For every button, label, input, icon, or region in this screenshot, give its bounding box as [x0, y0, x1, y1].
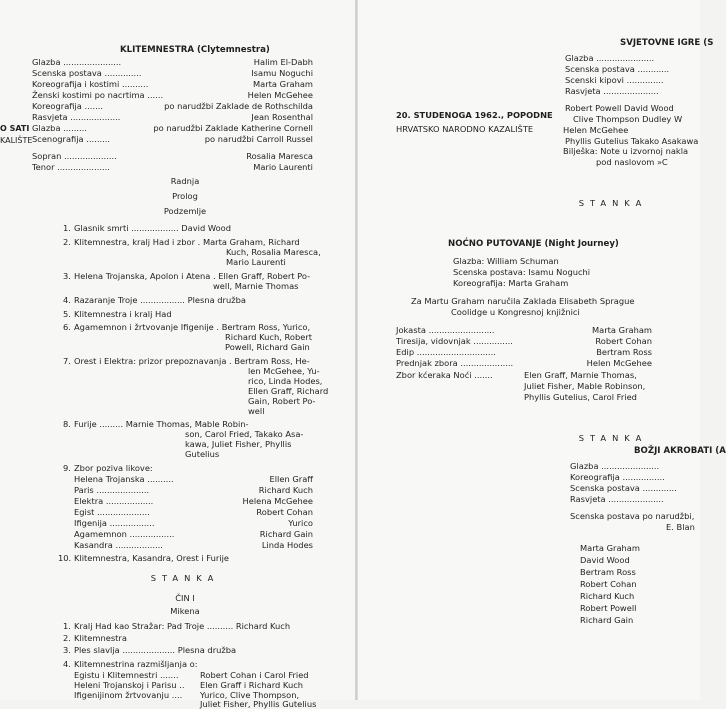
section-cin: ČIN I [175, 593, 195, 603]
item-line: Gutelius [185, 449, 220, 459]
cast-name: Helena McGehee [242, 496, 313, 506]
cast-role: Paris .................... [74, 485, 150, 495]
item-number: 5. [63, 309, 71, 319]
item-line: Powell, Richard Gain [225, 342, 310, 352]
cast-line: Bertram Ross [580, 567, 636, 577]
item-line: Klitemnestra [74, 633, 127, 643]
item-line: Razaranje Troje ................. Plesna družba [74, 295, 246, 305]
cast-role: Zbor kćeraka Noći ....... [396, 370, 493, 380]
cast-role: Prednjak zbora .................... [396, 358, 514, 368]
credit-label: Koreografija ................ [570, 472, 665, 482]
note-line: Za Martu Graham naručila Zaklada Elisabeth Sprague [411, 296, 635, 306]
credit-line: Koreografija: Marta Graham [453, 278, 569, 288]
item-line: Klitemnestrina razmišljanja o: [74, 659, 198, 669]
credit-label: Rasvjeta ..................... [570, 494, 664, 504]
credit-label: Scenska postava ............. [570, 483, 677, 493]
item4-label: Egistu i Klitemnestri ....... [74, 670, 179, 680]
program-title-bozji: BOŽJI AKROBATI (A [634, 446, 726, 456]
cast-line: Marta Graham [580, 543, 640, 553]
credit-line: Scenska postava: Isamu Noguchi [453, 267, 591, 277]
intermission-label: STANKA [150, 573, 220, 583]
item-number: 2. [63, 237, 71, 247]
item-number: 4. [63, 295, 71, 305]
item-line: Ples slavlja .................... Plesna družba [74, 645, 237, 655]
credit-label: Glazba ...................... [565, 53, 655, 63]
cast-role: Egist .................... [74, 507, 150, 517]
item-number: 3. [63, 645, 71, 655]
cast-name: Marta Graham [592, 325, 652, 335]
section-prolog: Prolog [172, 191, 198, 201]
credit-label: Scenski kipovi .............. [565, 75, 664, 85]
cast-line: Richard Kuch [580, 591, 635, 601]
item-number: 7. [63, 356, 71, 366]
item-number: 4. [63, 659, 71, 669]
credit-label: Koreografija ....... [32, 101, 103, 111]
cast-role: Tiresija, vidovnjak ............... [396, 336, 513, 346]
cast-line: pod naslovom »C [596, 157, 668, 167]
item4-label: Ifigenijinom žrtvovanju .... [74, 690, 183, 700]
cast-line: Robert Cohan [580, 579, 637, 589]
cast-role: Agamemnon ................. [74, 529, 175, 539]
credit-label: Rasvjeta ................... [32, 112, 121, 122]
cast-role: Jokasta ......................... [396, 325, 495, 335]
cast-name: Robert Cohan [256, 507, 313, 517]
theatre-name: HRVATSKO NARODNO KAZALIŠTE [396, 124, 534, 134]
note-line: Coolidge u Kongresnoj knjižnici [451, 307, 580, 317]
item4-name: Juliet Fisher, Phyllis Gutelius [200, 699, 317, 709]
edge-text-sati: O SATI [0, 124, 30, 133]
cast-name: Bertram Ross [596, 347, 652, 357]
cast-name: Richard Gain [259, 529, 313, 539]
credit-label: Rasvjeta ..................... [565, 86, 659, 96]
singer-label: Sopran .................... [32, 151, 117, 161]
item-line: Furije ......... Marnie Thomas, Mable Robin- [74, 419, 249, 429]
item-number: 8. [63, 419, 71, 429]
credit-name: Halim El-Dabh [253, 57, 313, 67]
credit-line: Glazba: William Schuman [453, 256, 559, 266]
cast-name: Robert Cohan [595, 336, 652, 346]
cast-name: Richard Kuch [258, 485, 313, 495]
credit-name: po narudžbi Zaklade Katherine Cornell [153, 123, 313, 133]
intermission-label: STANKA [578, 198, 648, 208]
cast-name: Ellen Graff [269, 474, 313, 484]
cast-name: Phyllis Gutelius, Carol Fried [524, 392, 637, 402]
singer-name: Mario Laurenti [253, 162, 313, 172]
cast-role: Elektra .................. [74, 496, 154, 506]
item4-name: Elen Graff i Richard Kuch [200, 680, 304, 690]
item-line: Gain, Robert Po- [248, 396, 316, 406]
item-line: well, Marnie Thomas [213, 281, 299, 291]
cast-role: Helena Trojanska .......... [74, 474, 174, 484]
credit-label: Scenska postava .............. [32, 68, 142, 78]
cast-line: Clive Thompson Dudley W [573, 114, 683, 124]
item-number: 1. [63, 223, 71, 233]
item-line: Glasnik smrti .................. David Wood [74, 223, 231, 233]
item4-name: Robert Cohan i Carol Fried [200, 670, 309, 680]
program-title-nocno: NOĆNO PUTOVANJE (Night Journey) [448, 239, 619, 249]
item-line: len McGehee, Yu- [248, 366, 320, 376]
cast-name: Yurico [288, 518, 313, 528]
credit-label: Koreografija i kostimi .......... [32, 79, 149, 89]
item-line: Agamemnon i žrtvovanje Ifigenije . Bertram Ross, Yurico, [74, 322, 311, 332]
credit-name: po narudžbi Carroll Russel [204, 134, 313, 144]
cast-line: Helen McGehee [563, 125, 629, 135]
item4-label: Heleni Trojanskoj i Parisu .. [74, 680, 185, 690]
cast-name: Helen McGehee [586, 358, 652, 368]
item-line: Ellen Graff, Richard [248, 386, 329, 396]
item-number: 9. [63, 463, 71, 473]
credit-label: Scenska postava ............ [565, 64, 670, 74]
item4-name: Yurico, Clive Thompson, [200, 690, 300, 700]
item-number: 3. [63, 271, 71, 281]
item-line: rico, Linda Hodes, [248, 376, 323, 386]
cast-line: Robert Powell David Wood [565, 103, 674, 113]
section-podzemlje: Podzemlje [163, 206, 207, 216]
item-line: son, Carol Fried, Takako Asa- [185, 429, 304, 439]
credit-name: Isamu Noguchi [251, 68, 313, 78]
item-number: 10. [58, 553, 72, 563]
cast-line: Robert Powell [580, 603, 637, 613]
item-line: well [248, 406, 265, 416]
item-line: kawa, Juliet Fisher, Phyllis [185, 439, 292, 449]
cast-line: Phyllis Gutelius Takako Asakawa [565, 136, 699, 146]
item-line: Helena Trojanska, Apolon i Atena . Ellen Graff, Robert Po- [74, 271, 311, 281]
intermission-label: STANKA [578, 433, 648, 443]
cast-role: Ifigenija ................. [74, 518, 155, 528]
note-line: Scenska postava po narudžbi, [570, 511, 695, 521]
item-line: Mario Laurenti [226, 257, 286, 267]
credit-name: Helen McGehee [247, 90, 313, 100]
item-number: 6. [63, 322, 71, 332]
section-mikena: Mikena [170, 606, 200, 616]
credit-label: Glazba ...................... [570, 461, 660, 471]
cast-line: Richard Gain [580, 615, 634, 625]
credit-label: Scenografija ......... [32, 134, 111, 144]
cast-name: Elen Graff, Marnie Thomas, [524, 370, 637, 380]
item-line: Zbor poziva likove: [74, 463, 153, 473]
singer-label: Tenor .................... [32, 162, 110, 172]
item-line: Klitemnestra i kralj Had [74, 309, 172, 319]
credit-name: po narudžbi Zaklade de Rothschilda [164, 101, 313, 111]
cast-role: Edip .............................. [396, 347, 496, 357]
note-line: E. Blan [666, 522, 695, 532]
cast-name: Linda Hodes [261, 540, 313, 550]
item-number: 1. [63, 621, 71, 631]
item-line: Kralj Had kao Stražar: Pad Troje .......... Richard Kuch [74, 621, 291, 631]
item-line: Klitemnestra, kralj Had i zbor . Marta Graham, Richard [74, 237, 300, 247]
item-line: Kuch, Rosalia Maresca, [226, 247, 321, 257]
item-line: Richard Kuch, Robert [225, 332, 313, 342]
program-title-svjetovne: SVJETOVNE IGRE (S [620, 38, 714, 48]
item-line: Orest i Elektra: prizor prepoznavanja . Bertram Ross, He- [74, 356, 310, 366]
cast-name: Juliet Fisher, Mable Robinson, [524, 381, 646, 391]
performance-date: 20. STUDENOGA 1962., POPODNE [396, 110, 553, 120]
credit-label: Glazba ...................... [32, 57, 122, 67]
left-page [0, 0, 356, 709]
program-title-klitemnestra: KLITEMNESTRA (Clytemnestra) [120, 45, 270, 55]
credit-label: Ženski kostimi po nacrtima ...... [32, 90, 164, 100]
credit-name: Jean Rosenthal [251, 112, 313, 122]
credit-name: Marta Graham [253, 79, 313, 89]
item-line: Klitemnestra, Kasandra, Orest i Furije [74, 553, 230, 563]
right-page [358, 0, 726, 700]
section-radnja: Radnja [170, 176, 200, 186]
credit-label: Glazba ......... [32, 123, 87, 133]
cast-role: Kasandra .................. [74, 540, 163, 550]
cast-line: Bilješka: Note u izvornoj nakla [563, 146, 689, 156]
edge-text-kaliste: KALIŠTE [0, 136, 33, 145]
singer-name: Rosalia Maresca [246, 151, 313, 161]
cast-line: David Wood [580, 555, 630, 565]
item-number: 2. [63, 633, 71, 643]
